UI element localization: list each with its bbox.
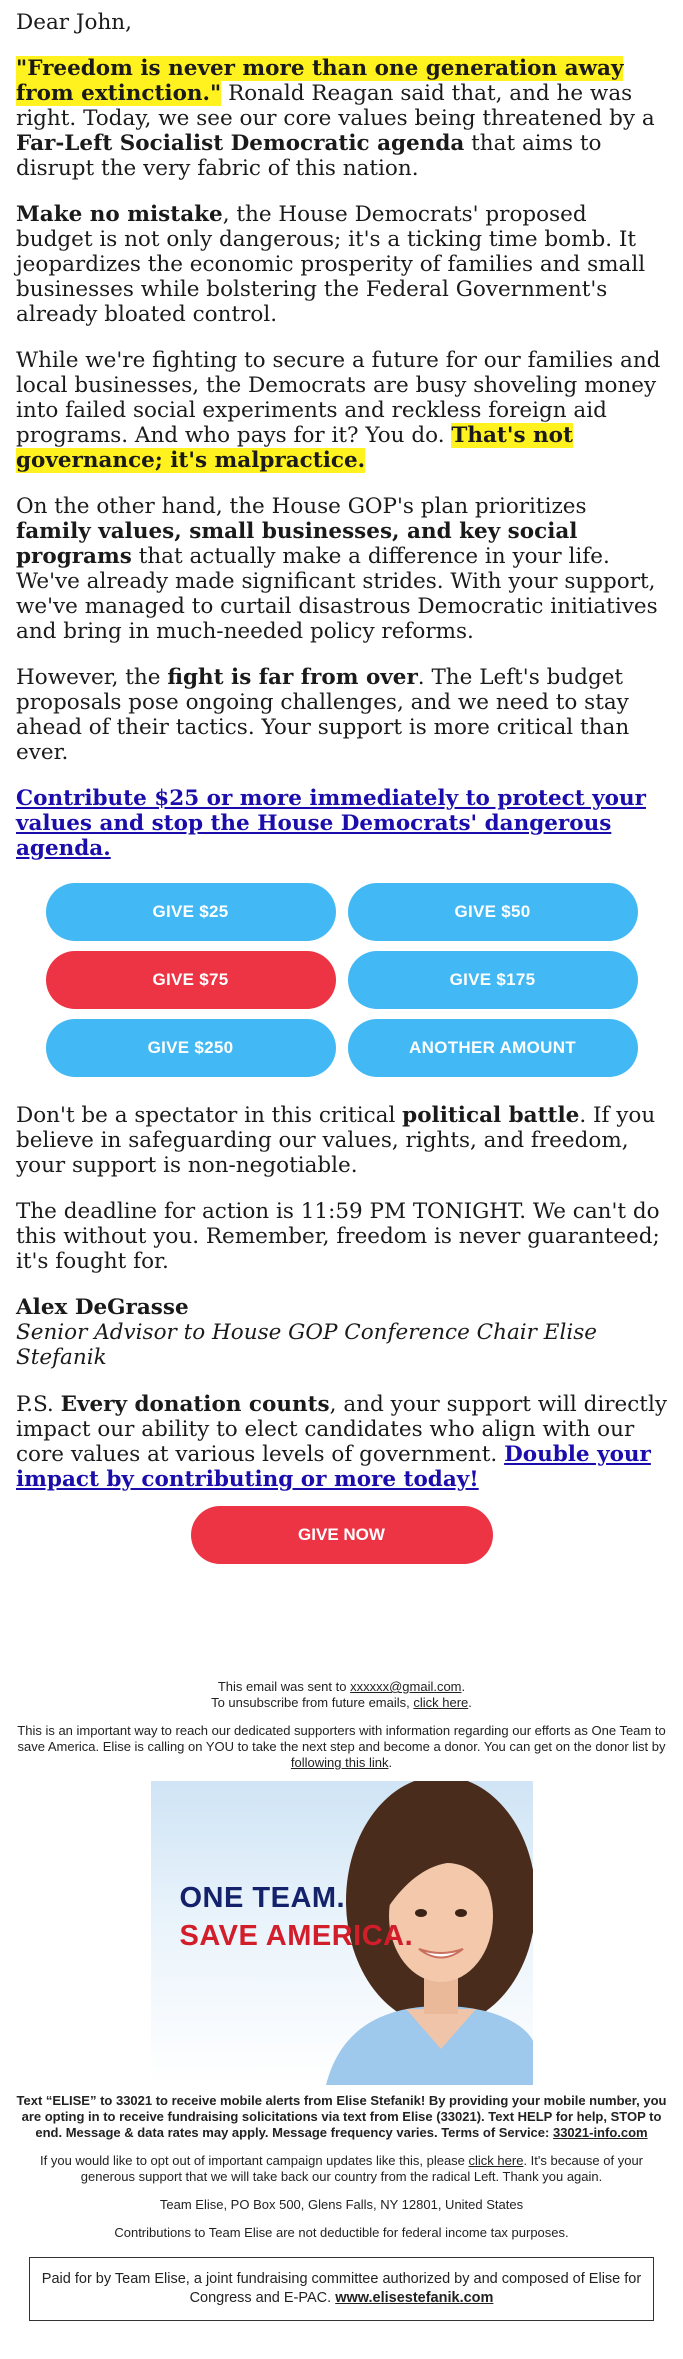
opt-out-line: If you would like to opt out of important campaign updates like this, please click here. It's because of your generous support that we will take back our country from the radical Left. Thank you again. xyxy=(40,2153,643,2184)
paragraph-deadline: The deadline for action is 11:59 PM TONIGHT. We can't do this without you. Remember, freedom is never guaranteed; it's fought for. xyxy=(16,1199,660,1274)
unsubscribe-link[interactable]: click here xyxy=(413,1695,469,1710)
signature-title: Senior Advisor to House GOP Conference Chair Elise Stefanik xyxy=(16,1320,597,1370)
give-now-button[interactable]: GIVE NOW xyxy=(191,1506,493,1564)
one-team-banner[interactable] xyxy=(151,1781,533,2085)
paragraph-gop-plan: On the other hand, the House GOP's plan prioritizes family values, small businesses, and key social programs that actually make a difference in your life. We've already made significant strides. With your support, we've managed to curtail disastrous Democratic initiatives and bring in much-needed policy reforms. xyxy=(16,494,658,644)
email-body xyxy=(16,0,667,2321)
paragraph-spending: While we're fighting to secure a future for our families and local businesses, the Democrats are busy shoveling money into failed social experiments and reckless foreign aid programs. And who pays for it? You do. That's not governance; it's malpractice. xyxy=(16,348,661,473)
give-75-button[interactable]: GIVE $75 xyxy=(46,951,336,1009)
reagan-quote: "Freedom is never more than one generation away from extinction." xyxy=(16,56,624,106)
contribute-link[interactable]: Contribute $25 or more immediately to protect your values and stop the House Democrats' dangerous agenda. xyxy=(16,786,646,861)
letter-closing xyxy=(16,1103,667,1492)
sms-terms-link[interactable]: 33021-info.com xyxy=(552,2125,648,2140)
paragraph-intro: "Freedom is never more than one generation away from extinction." Ronald Reagan said that, and he was right. Today, we see our core values being threatened by a Far-Left Socialist Democratic agenda that aims to disrupt the very fabric of this nation. xyxy=(16,56,655,181)
opt-out-link[interactable]: click here xyxy=(468,2153,524,2168)
recipient-email-link[interactable]: xxxxxx@gmail.com xyxy=(350,1679,462,1694)
paragraph-budget: Make no mistake, the House Democrats' proposed budget is not only dangerous; it's a ticking time bomb. It jeopardizes the economic prosperity of families and small businesses while bolstering the Federal Government's already bloated control. xyxy=(16,202,646,327)
give-50-button[interactable]: GIVE $50 xyxy=(348,883,638,941)
paragraph-fight: However, the fight is far from over. The Left's budget proposals pose ongoing challenges, and we need to stay ahead of their tactics. Your support is more critical than ever. xyxy=(16,665,630,765)
malpractice-highlight: That's not governance; it's malpractice. xyxy=(16,423,573,473)
banner-line-one: ONE TEAM. xyxy=(179,1882,346,1914)
website-link[interactable]: www.elisestefanik.com xyxy=(335,2290,494,2306)
give-25-button[interactable]: GIVE $25 xyxy=(46,883,336,941)
footer xyxy=(16,1679,667,2241)
another-amount-button[interactable]: ANOTHER AMOUNT xyxy=(348,1019,638,1077)
paid-for-disclaimer: Paid for by Team Elise, a joint fundraising committee authorized by and composed of Elise for Congress and E-PAC. www.elisestefanik.com xyxy=(29,2257,654,2321)
greeting: Dear John, xyxy=(16,10,132,35)
letter xyxy=(16,10,667,861)
banner-line-two: SAVE AMERICA. xyxy=(179,1920,414,1952)
double-impact-link[interactable]: Double your impact by contributing or more today! xyxy=(16,1442,651,1492)
cta-paragraph xyxy=(16,786,667,861)
signature xyxy=(16,1295,667,1370)
paragraph-spectator: Don't be a spectator in this critical political battle. If you believe in safeguarding our values, rights, and freedom, your support is non-negotiable. xyxy=(16,1103,656,1178)
give-175-button[interactable]: GIVE $175 xyxy=(348,951,638,1009)
sent-to-line: This email was sent to xxxxxx@gmail.com. xyxy=(217,1679,466,1694)
donor-info: This is an important way to reach our dedicated supporters with information regarding our efforts as One Team to save America. Elise is calling on YOU to take the next step and become a donor. You can get on the donor list by following this link. xyxy=(17,1723,666,1770)
donation-buttons xyxy=(16,883,667,1077)
postscript: P.S. Every donation counts, and your support will directly impact our ability to elect candidates who align with our core values at various levels of government. Double your impact by contributing or more today! xyxy=(16,1392,667,1492)
give-250-button[interactable]: GIVE $250 xyxy=(46,1019,336,1077)
donor-list-link[interactable]: following this link xyxy=(290,1755,389,1770)
unsubscribe-line: To unsubscribe from future emails, click here. xyxy=(211,1695,472,1710)
signature-name: Alex DeGrasse xyxy=(16,1295,189,1320)
mailing-address: Team Elise, PO Box 500, Glens Falls, NY 12801, United States xyxy=(159,2197,524,2212)
sms-terms: Text “ELISE” to 33021 to receive mobile alerts from Elise Stefanik! By providing your mobile number, you are opting in to receive fundraising solicitations via text from Elise (33021). Text HELP for help, STOP to end. Message & data rates may apply. Message frequency varies. Terms of Service: 33021-info.com xyxy=(16,2093,667,2140)
tax-disclaimer: Contributions to Team Elise are not deductible for federal income tax purposes. xyxy=(114,2225,569,2240)
